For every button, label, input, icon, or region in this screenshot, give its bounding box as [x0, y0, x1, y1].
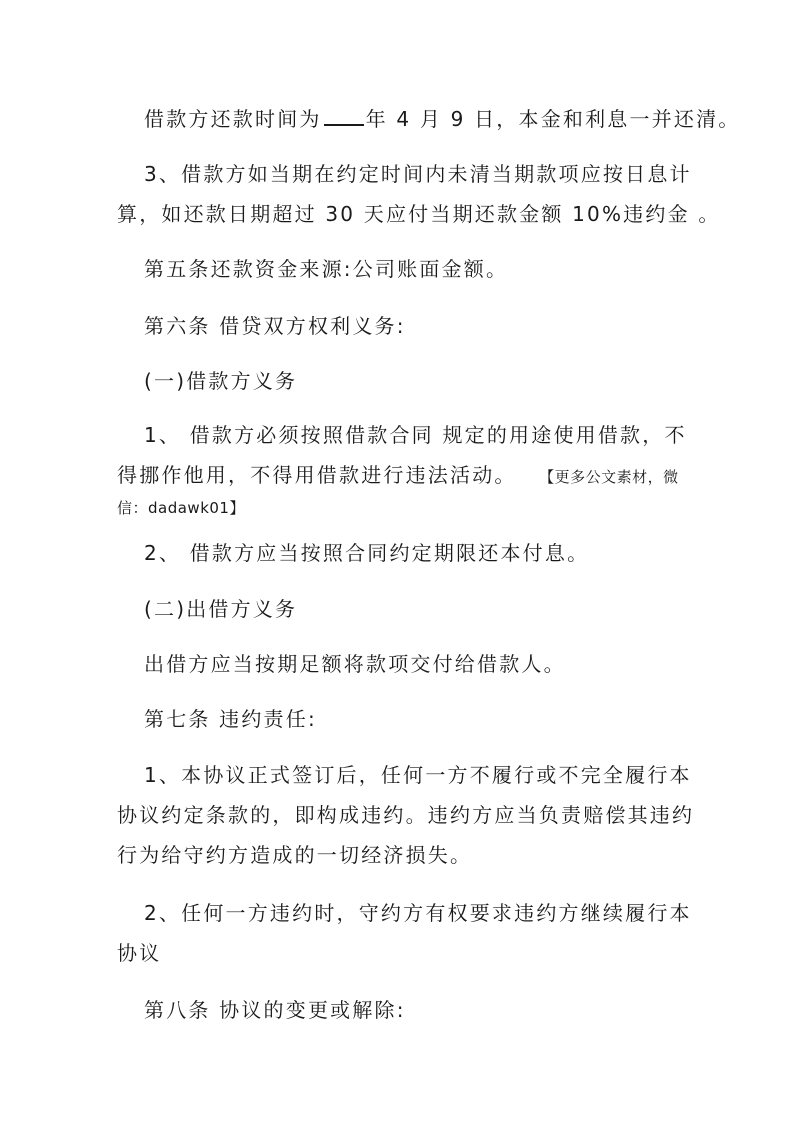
year-blank-field	[324, 106, 364, 126]
clause-3-line-2: 算，如还款日期超过 30 天应付当期还款金额 10%违约金 。	[117, 202, 721, 226]
promo-note-part-2: 信：dadawk01】	[117, 499, 245, 517]
lender-obligation-text: 出借方应当按期足额将款项交付给借款人。	[144, 652, 566, 676]
liability-clause-2-line-1: 2、任何一方违约时，守约方有权要求违约方继续履行本	[144, 901, 692, 925]
article-8-heading: 第八条 协议的变更或解除:	[144, 998, 406, 1022]
repayment-time-text: 借款方还款时间为	[144, 107, 322, 131]
borrower-obligation-1-line-1: 1、 借款方必须按照借款合同 规定的用途使用借款，不	[144, 423, 687, 447]
promo-note-part-1: 【更多公文素材，微	[546, 468, 679, 486]
borrower-obligation-1-line-2	[117, 463, 679, 489]
article-5-heading: 第五条还款资金来源:公司账面金额。	[144, 257, 509, 281]
liability-clause-1-line-1: 1、本协议正式签订后，任何一方不履行或不完全履行本	[144, 763, 692, 787]
lender-obligations-heading: (二)出借方义务	[144, 597, 298, 621]
article-7-heading: 第七条 违约责任:	[144, 707, 317, 731]
liability-clause-2-line-2: 协议	[117, 941, 162, 965]
borrower-obligation-1-text: 得挪作他用，不得用借款进行违法活动。	[117, 463, 517, 487]
liability-clause-1-line-3: 行为给守约方造成的一切经济损失。	[117, 843, 473, 867]
repayment-date-text: 年 4 月 9 日，本金和利息一并还清。	[365, 107, 741, 131]
borrower-obligations-heading: (一)借款方义务	[144, 369, 298, 393]
clause-3-line-1: 3、借款方如当期在约定时间内未清当期款项应按日息计	[144, 162, 692, 186]
borrower-obligation-2: 2、 借款方应当按照合同约定期限还本付息。	[144, 541, 590, 565]
repayment-time-line	[144, 106, 741, 131]
liability-clause-1-line-2: 协议约定条款的，即构成违约。违约方应当负责赔偿其违约	[117, 803, 695, 827]
article-6-heading: 第六条 借贷双方权利义务:	[144, 314, 406, 338]
